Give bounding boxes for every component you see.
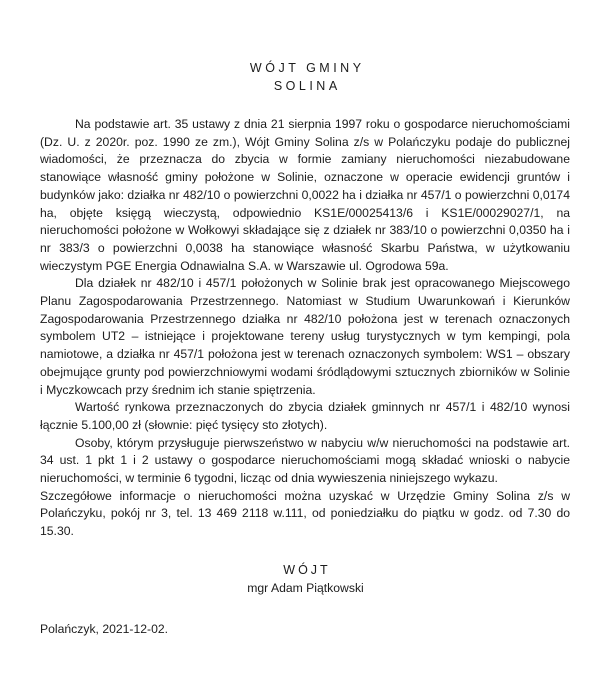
document-header: [0, 0, 611, 95]
document-body: [0, 116, 611, 541]
document-title-line-2: SOLINA: [273, 79, 341, 93]
paragraph-contact-info: Szczegółowe informacje o nieruchomości można uzyskać w Urzędzie Gminy Solina z/s w Polańczyku, pokój nr 3, tel. 13 469 2118 w.111, od poniedziałku do piątku w godz. od 7.30 do 15.30.: [40, 488, 570, 539]
paragraph-market-value: Wartość rynkowa przeznaczonych do zbycia działek gminnych nr 457/1 i 482/10 wynosi łącznie 5.100,00 zł (słownie: pięć tysięcy sto złotych).: [40, 400, 570, 432]
signature-title: WÓJT: [283, 562, 331, 577]
signature-block: [0, 561, 611, 598]
document-title-line-1: WÓJT GMINY: [249, 61, 365, 75]
paragraph-legal-basis: Na podstawie art. 35 ustawy z dnia 21 sierpnia 1997 roku o gospodarce nieruchomościami (Dz. U. z 2020r. poz. 1990 ze zm.), Wójt Gminy Solina z/s w Polańczyku podaje do publicznej wiadomości, że przeznacza do zbycia w formie zamiany nieruchomości niezabudowane stanowiące własność gminy położone w Solinie, oznaczone w operacie ewidencji gruntów i budynków jako: działka nr 482/10 o powierzchni 0,0022 ha i działka nr 457/1 o powierzchni 0,0174 ha, objęte księgą wieczystą, odpowiednio KS1E/00025413/6 i KS1E/00029027/1, na nieruchomości położone w Wołkowyi składające się z działek nr 383/10 o powierzchni 0,0350 ha i nr 383/3 o powierzchni 0,0038 ha stanowiące własność Skarbu Państwa, w użytkowaniu wieczystym PGE Energia Odnawialna S.A. w Warszawie ul. Ogrodowa 59a.: [40, 117, 570, 273]
document-footer: [0, 621, 611, 639]
signature-name: mgr Adam Piątkowski: [247, 580, 364, 595]
place-date: Polańczyk, 2021-12-02.: [40, 621, 169, 636]
paragraph-zoning-status: Dla działek nr 482/10 i 457/1 położonych w Solinie brak jest opracowanego Miejscowego Planu Zagospodarowania Przestrzennego. Natomiast w Studium Uwarunkowań i Kierunków Zagospodarowania Przestrzennego działka nr 482/10 położona jest w terenach oznaczonych symbolem UT2 – istniejące i projektowane tereny usług turystycznych w tym kempingi, pola namiotowe, a działka nr 457/1 położona jest w terenach oznaczonych symbolem: WS1 – obszary obejmujące grunty pod powierzchniowymi wodami śródlądowymi sztucznych zbiorników w Solinie i Myczkowcach przy średnim ich stanie spiętrzenia.: [40, 276, 570, 397]
paragraph-priority-claims: Osoby, którym przysługuje pierwszeństwo w nabyciu w/w nieruchomości na podstawie art. 34 ust. 1 pkt 1 i 2 ustawy o gospodarce nieruchomościami mogą składać wnioski o nabycie nieruchomości, w terminie 6 tygodni, licząc od dnia wywieszenia niniejszego wykazu.: [40, 435, 570, 486]
